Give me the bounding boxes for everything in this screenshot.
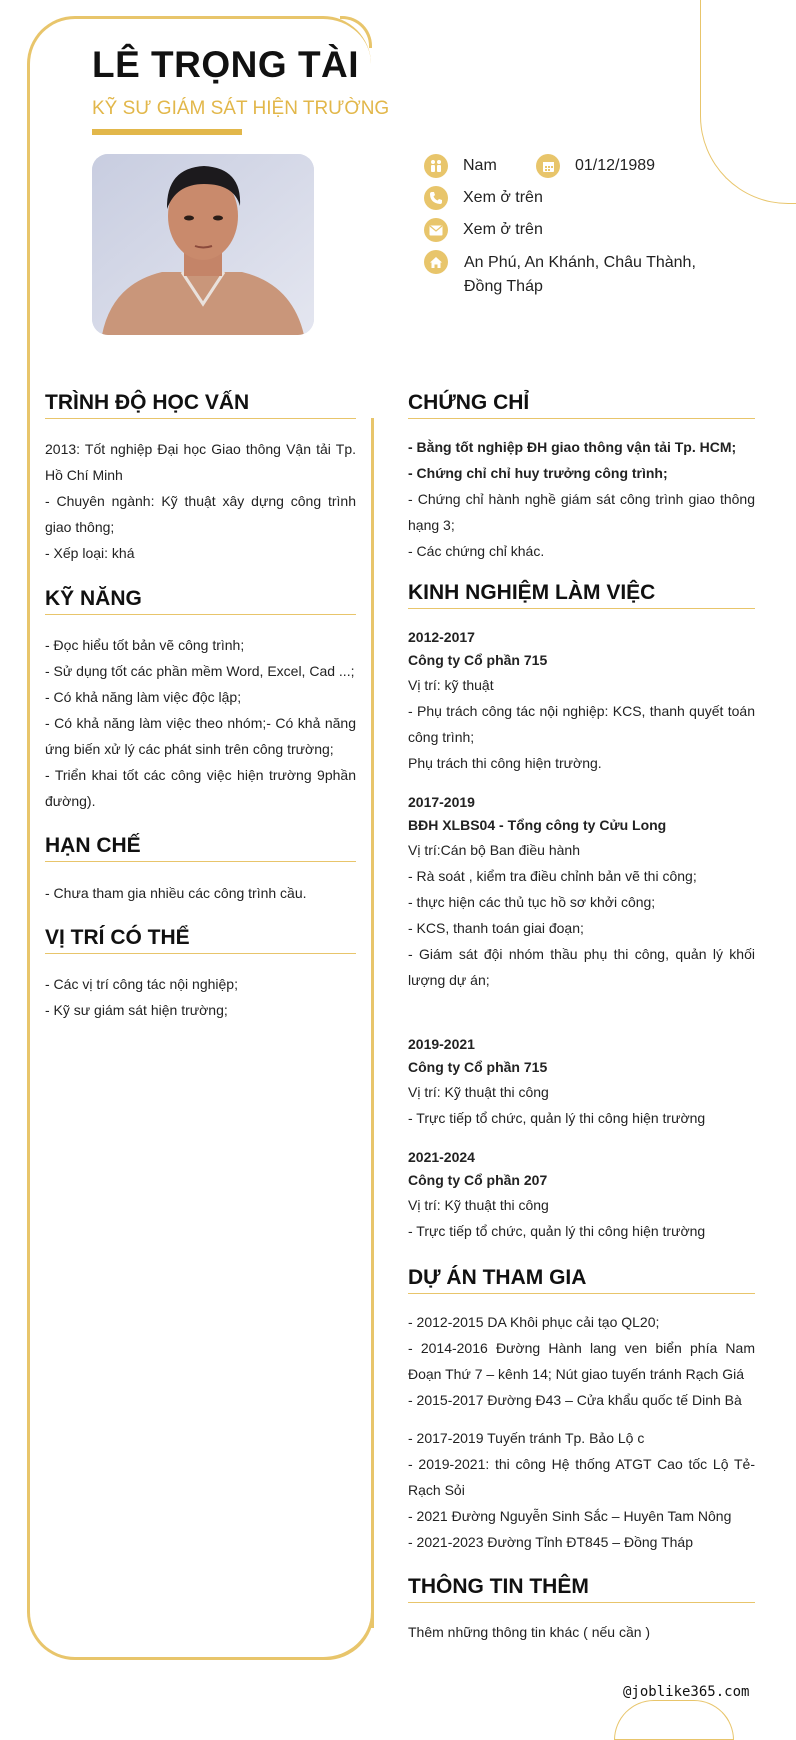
limits-heading: HẠN CHẾ <box>45 834 356 862</box>
watermark: @joblike365.com <box>623 1684 750 1700</box>
address-row <box>424 250 463 274</box>
certificates-content <box>408 434 755 564</box>
education-line: - Chuyên ngành: Kỹ thuật xây dựng công trình giao thông; <box>45 493 356 535</box>
skill-line: - Đọc hiểu tốt bản vẽ công trình; <box>45 637 245 653</box>
address-value: An Phú, An Khánh, Châu Thành, Đồng Tháp <box>464 254 696 295</box>
phone-row <box>424 186 543 210</box>
job-line: - KCS, thanh toán giai đoạn; <box>408 920 584 936</box>
skill-line: - Có khả năng làm việc độc lập; <box>45 689 242 705</box>
candidate-name: LÊ TRỌNG TÀI <box>92 44 360 85</box>
more-info-content <box>408 1619 755 1645</box>
job-line: - thực hiện các thủ tục hồ sơ khởi công; <box>408 894 656 910</box>
certificate-line: - Chứng chỉ hành nghề giám sát công trình giao thông hạng 3; <box>408 491 755 533</box>
job-line: Vị trí: kỹ thuật <box>408 677 494 693</box>
more-info-line: Thêm những thông tin khác ( nếu cần ) <box>408 1624 651 1640</box>
project-line: - 2015-2017 Đường Đ43 – Cửa khẩu quốc tế Dinh Bà <box>408 1392 742 1408</box>
gender-row <box>424 154 497 178</box>
project-line: - 2021-2023 Đường Tỉnh ĐT845 – Đồng Tháp <box>408 1534 693 1550</box>
skills-heading: KỸ NĂNG <box>45 587 356 615</box>
projects-content-b <box>408 1425 755 1555</box>
experience-heading: KINH NGHIỆM LÀM VIỆC <box>408 581 755 609</box>
skill-line: - Có khả năng làm việc theo nhóm;- Có khả năng ứng biến xử lý các phát sinh trên công trường; <box>45 715 356 757</box>
job-entry <box>408 1033 755 1131</box>
column-divider <box>371 418 374 1628</box>
job-line: Vị trí:Cán bộ Ban điều hành <box>408 842 581 858</box>
job-line: Vị trí: Kỹ thuật thi công <box>408 1084 549 1100</box>
certificate-line-bold: - Chứng chỉ chỉ huy trưởng công trình; <box>408 465 668 481</box>
job-line: - Trực tiếp tổ chức, quản lý thi công hiện trường <box>408 1110 706 1126</box>
job-years: 2012-2017 <box>408 629 475 645</box>
decor-corner-top-right <box>700 0 796 204</box>
position-line: - Các vị trí công tác nội nghiệp; <box>45 976 238 992</box>
job-title: KỸ SƯ GIÁM SÁT HIỆN TRƯỜNG <box>92 98 390 119</box>
education-heading: TRÌNH ĐỘ HỌC VẤN <box>45 391 356 419</box>
profile-photo <box>92 154 314 335</box>
job-line: - Phụ trách công tác nội nghiệp: KCS, thanh quyết toán công trình; <box>408 703 755 745</box>
job-company: Công ty Cổ phần 207 <box>408 1172 548 1188</box>
mail-icon <box>424 218 448 242</box>
job-entry <box>408 791 755 993</box>
positions-content <box>45 971 356 1023</box>
decor-corner-bottom-right <box>614 1700 734 1740</box>
job-entry <box>408 626 755 776</box>
job-line: - Rà soát , kiểm tra điều chỉnh bản vẽ thi công; <box>408 868 697 884</box>
project-line: - 2021 Đường Nguyễn Sinh Sắc – Huyên Tam Nông <box>408 1508 732 1524</box>
positions-heading: VỊ TRÍ CÓ THỂ <box>45 926 356 954</box>
job-company: BĐH XLBS04 - Tổng công ty Cửu Long <box>408 817 667 833</box>
gender-icon <box>424 154 448 178</box>
job-company: Công ty Cổ phần 715 <box>408 652 548 668</box>
certificate-line-bold: - Bằng tốt nghiệp ĐH giao thông vận tải Tp. HCM; <box>408 439 737 455</box>
limits-content <box>45 880 356 906</box>
frame-bottom-corner <box>322 1612 374 1660</box>
position-line: - Kỹ sư giám sát hiện trường; <box>45 1002 228 1018</box>
calendar-icon <box>536 154 560 178</box>
gender-value: Nam <box>463 157 497 174</box>
skills-content <box>45 632 356 814</box>
more-info-heading: THÔNG TIN THÊM <box>408 1575 755 1603</box>
phone-icon <box>424 186 448 210</box>
job-company: Công ty Cổ phần 715 <box>408 1059 548 1075</box>
job-entry <box>408 1146 755 1244</box>
project-line: - 2019-2021: thi công Hệ thống ATGT Cao tốc Lộ Tẻ- Rạch Sỏi <box>408 1456 755 1498</box>
home-icon <box>424 250 448 274</box>
project-line: - 2017-2019 Tuyến tránh Tp. Bảo Lộ c <box>408 1430 645 1446</box>
education-line: 2013: Tốt nghiệp Đại học Giao thông Vận tải Tp. Hồ Chí Minh <box>45 441 356 483</box>
dob-row <box>536 154 655 178</box>
certificate-line: - Các chứng chỉ khác. <box>408 543 545 559</box>
limit-line: - Chưa tham gia nhiều các công trình cầu. <box>45 885 307 901</box>
phone-value: Xem ở trên <box>463 189 543 206</box>
email-row <box>424 218 543 242</box>
job-line: Phụ trách thi công hiện trường. <box>408 755 602 771</box>
skill-line: - Sử dụng tốt các phần mềm Word, Excel, Cad ...; <box>45 663 355 679</box>
job-years: 2021-2024 <box>408 1149 475 1165</box>
project-line: - 2012-2015 DA Khôi phục cải tạo QL20; <box>408 1314 660 1330</box>
job-years: 2017-2019 <box>408 794 475 810</box>
project-line: - 2014-2016 Đường Hành lang ven biển phía Nam Đoạn Thứ 7 – kênh 14; Nút giao tuyến tránh Rạch Giá <box>408 1340 755 1382</box>
education-content <box>45 436 356 566</box>
projects-heading: DỰ ÁN THAM GIA <box>408 1266 755 1294</box>
job-line: - Trực tiếp tổ chức, quản lý thi công hiện trường <box>408 1223 706 1239</box>
job-years: 2019-2021 <box>408 1036 475 1052</box>
projects-content-a <box>408 1309 755 1413</box>
email-value: Xem ở trên <box>463 221 543 238</box>
job-line: - Giám sát đội nhóm thầu phụ thi công, quản lý khối lượng dự án; <box>408 946 755 988</box>
certificates-heading: CHỨNG CHỈ <box>408 391 755 419</box>
dob-value: 01/12/1989 <box>575 157 656 174</box>
skill-line: - Triển khai tốt các công việc hiện trường 9phần đường). <box>45 767 356 809</box>
title-underline <box>92 129 242 135</box>
job-line: Vị trí: Kỹ thuật thi công <box>408 1197 549 1213</box>
education-line: - Xếp loại: khá <box>45 545 135 561</box>
